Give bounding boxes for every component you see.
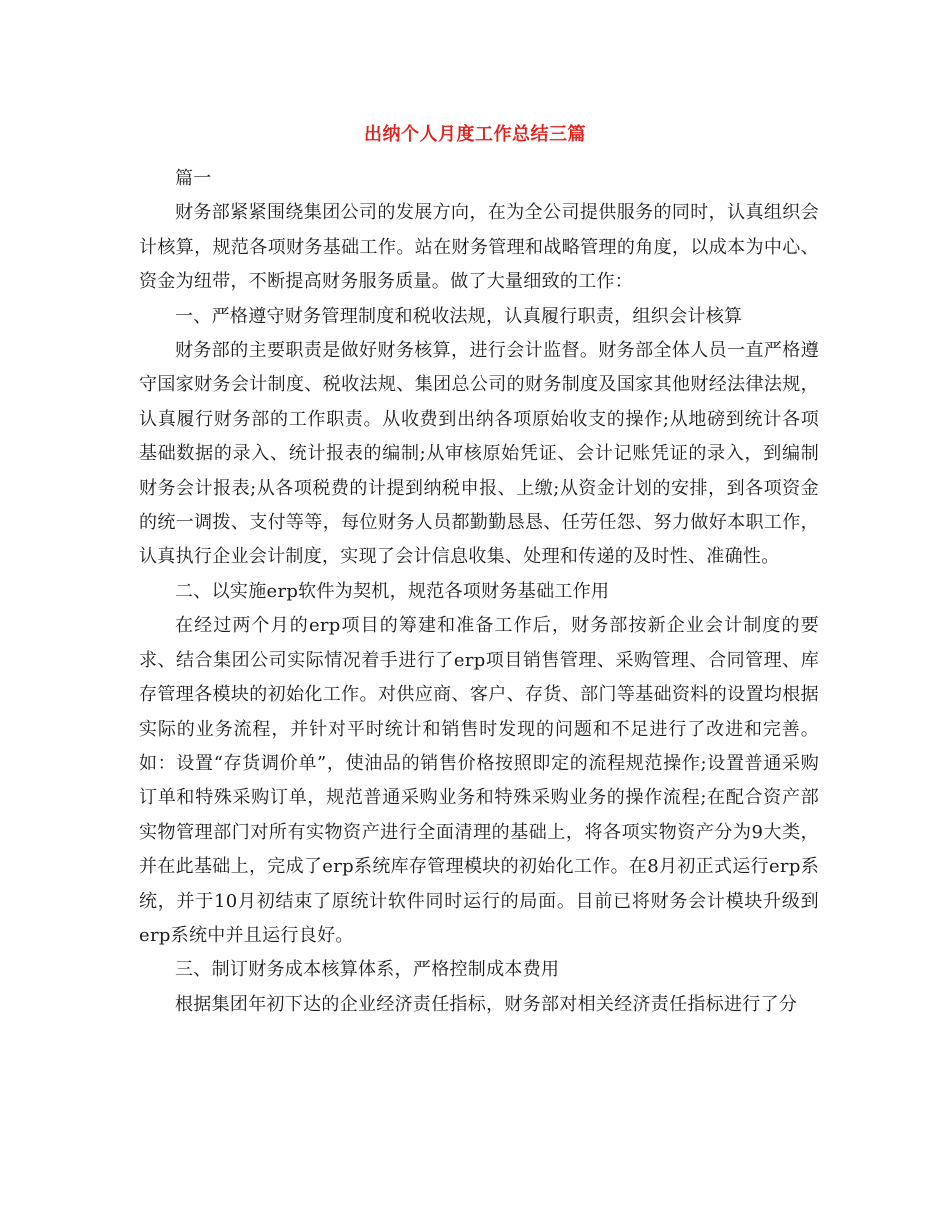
paragraph-cost-control: 根据集团年初下达的企业经济责任指标，财务部对相关经济责任指标进行了分	[175, 993, 798, 1015]
paragraph-accounting-duties: 财务部的主要职责是做好财务核算，进行会计监督。财务部全体人员一直严格遵守国家财务会计制度、税收法规、集团总公司的财务制度及国家其他财经法律法规，认真履行财务部的工作职责。从收费到出纳各项原始收支的操作;从地磅到统计各项基础数据的录入、统计报表的编制;从审核原始凭证、会计记账凭证的录入，到编制财务会计报表;从各项税费的计提到纳税申报、上缴;从资金计划的安排，到各项资金的统一调拨、支付等等，每位财务人员都勤勤恳恳、任劳任怨、努力做好本职工作，认真执行企业会计制度，实现了会计信息收集、处理和传递的及时性、准确性。	[139, 340, 819, 568]
intro-paragraph: 财务部紧紧围绕集团公司的发展方向，在为全公司提供服务的同时，认真组织会计核算，规范各项财务基础工作。站在财务管理和战略管理的角度，以成本为中心、资金为纽带，不断提高财务服务质量。做了大量细致的工作：	[139, 202, 819, 293]
section-heading-one: 一、严格遵守财务管理制度和税收法规，认真履行职责，组织会计核算	[175, 305, 743, 327]
section-heading-part-one: 篇一	[175, 168, 212, 189]
document-title: 出纳个人月度工作总结三篇	[364, 124, 586, 145]
paragraph-erp-implementation: 在经过两个月的erp项目的筹建和准备工作后，财务部按新企业会计制度的要求、结合集团公司实际情况着手进行了erp项目销售管理、采购管理、合同管理、库存管理各模块的初始化工作。对供应商、客户、存货、部门等基础资料的设置均根据实际的业务流程，并针对平时统计和销售时发现的问题和不足进行了改进和完善。如：设置“存货调价单”，使油品的销售价格按照即定的流程规范操作;设置普通采购订单和特殊采购订单，规范普通采购业务和特殊采购业务的操作流程;在配合资产部实物管理部门对所有实物资产进行全面清理的基础上，将各项实物资产分为9大类，并在此基础上，完成了erp系统库存管理模块的初始化工作。在8月初正式运行erp系统，并于10月初结束了原统计软件同时运行的局面。目前已将财务会计模块升级到erp系统中并且运行良好。	[139, 615, 819, 946]
section-heading-two: 二、以实施erp软件为契机，规范各项财务基础工作用	[175, 580, 610, 602]
document-body	[139, 162, 819, 1022]
section-heading-three: 三、制订财务成本核算体系，严格控制成本费用	[175, 959, 560, 981]
